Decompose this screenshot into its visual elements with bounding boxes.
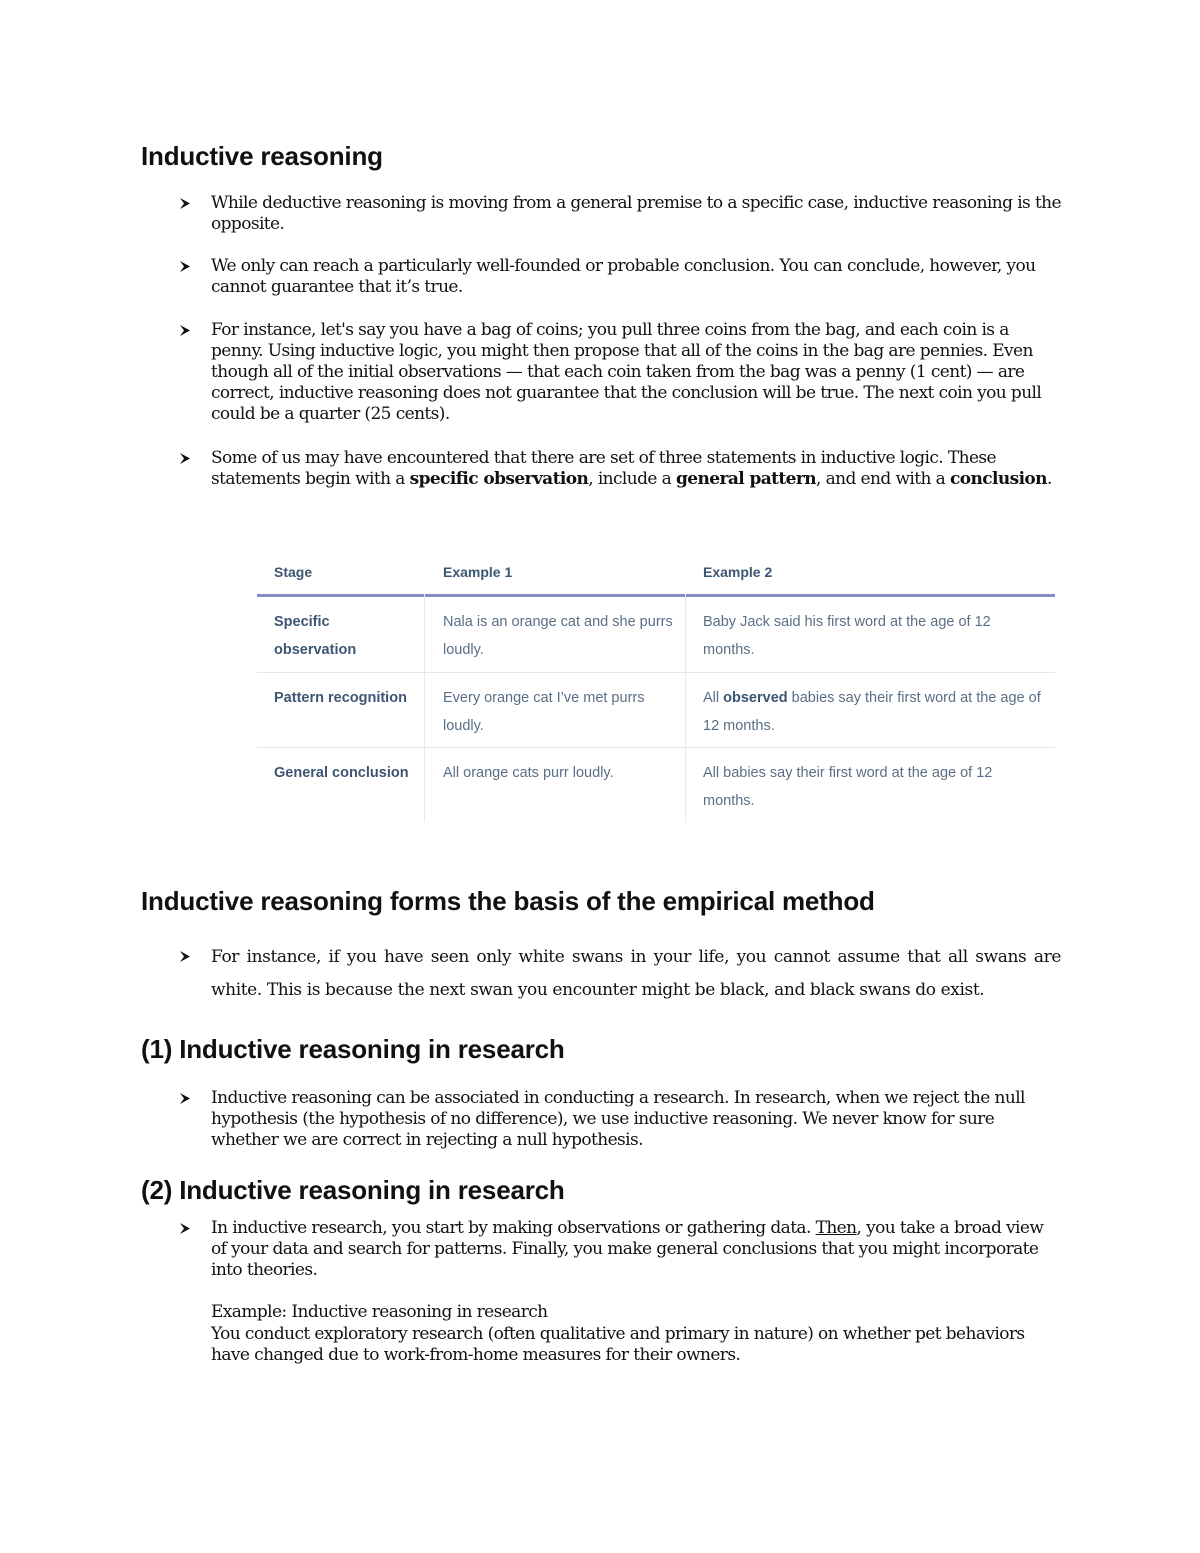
bullet-text-part: . (1046, 469, 1052, 489)
bold-term: specific observation (409, 469, 589, 489)
arrowhead-bullet-icon (178, 1088, 194, 1109)
underlined-word: Then (815, 1218, 857, 1238)
arrowhead-bullet-icon (178, 320, 194, 341)
example-2-cell: All observed babies say their first word at the age of 12 months. (703, 690, 1041, 734)
section-heading-empirical-method: Inductive reasoning forms the basis of the empirical method (141, 886, 875, 916)
table-header-row (257, 552, 1055, 597)
example-2-cell: Baby Jack said his first word at the age of 12 months. (703, 614, 991, 658)
list-item (211, 1218, 1061, 1281)
bullet-text: For instance, if you have seen only white swans in your life, you cannot assume that all swans are white. This is because the next swan you encounter might be black, and black swans do exist. (211, 947, 1061, 1000)
stage-cell: Specific observation (274, 614, 357, 658)
bullet-text-part: , you take a broad view of your data and search for patterns. Finally, you make general conclusions that you might incorporate into theories. (211, 1218, 1044, 1280)
example-text: You conduct exploratory research (often qualitative and primary in nature) on whether pet behaviors have changed due to work-from-home measures for their owners. (211, 1324, 1025, 1365)
example-1-cell: All orange cats purr loudly. (443, 765, 614, 781)
section-heading-research-2: (2) Inductive reasoning in research (141, 1175, 565, 1205)
arrowhead-bullet-icon (178, 946, 194, 967)
arrowhead-bullet-icon (178, 193, 194, 214)
example-2-cell: All babies say their first word at the age of 12 months. (703, 765, 993, 809)
bullet-text-part: Some of us may have encountered that there are set of three statements in inductive logic. These statements begin with a (211, 448, 996, 489)
bullet-text-part: , and end with a (815, 469, 950, 489)
bold-term: general pattern (676, 469, 816, 489)
bullet-text-part: In inductive research, you start by making observations or gathering data. (211, 1218, 816, 1238)
column-header-stage: Stage (274, 564, 313, 580)
bullet-text-part: , include a (588, 469, 677, 489)
example-1-cell: Nala is an orange cat and she purrs loudly. (443, 614, 673, 658)
list-item (211, 941, 1061, 1007)
example-1-cell: Every orange cat I’ve met purrs loudly. (443, 690, 645, 734)
table-row (257, 597, 1055, 673)
table-row (257, 673, 1055, 748)
bullet-text: For instance, let's say you have a bag of coins; you pull three coins from the bag, and each coin is a penny. Using inductive logic, you might then propose that all of the coins in the bag are pennies. Even though all of the initial observations — that each coin taken from the bag was a penny (1 cent) — are correct, inductive reasoning does not guarantee that the conclusion will be true. The next coin you pull could be a quarter (25 cents). (211, 320, 1042, 424)
list-item (211, 1088, 1061, 1151)
section-heading-research-1: (1) Inductive reasoning in research (141, 1034, 565, 1064)
arrowhead-bullet-icon (178, 256, 194, 277)
section-heading-inductive-reasoning: Inductive reasoning (141, 141, 383, 171)
table-row (257, 748, 1055, 822)
arrowhead-bullet-icon (178, 448, 194, 469)
column-header-example-2: Example 2 (703, 564, 773, 580)
example-title: Example: Inductive reasoning in research (211, 1302, 548, 1322)
bullet-text: Inductive reasoning can be associated in conducting a research. In research, when we reject the null hypothesis (the hypothesis of no difference), we use inductive reasoning. We never know for sure whether we are correct in rejecting a null hypothesis. (211, 1088, 1025, 1150)
column-divider (424, 594, 425, 822)
stage-cell: Pattern recognition (274, 690, 407, 706)
column-header-example-1: Example 1 (443, 564, 513, 580)
list-item (211, 320, 1061, 425)
list-item (211, 448, 1061, 490)
column-divider (685, 594, 686, 822)
stages-table (257, 552, 1055, 822)
bullet-text: We only can reach a particularly well-founded or probable conclusion. You can conclude, however, you cannot guarantee that it’s true. (211, 256, 1036, 297)
arrowhead-bullet-icon (178, 1218, 194, 1239)
list-item (211, 256, 1061, 298)
bullet-text: While deductive reasoning is moving from a general premise to a specific case, inductive reasoning is the opposite. (211, 193, 1061, 234)
stage-cell: General conclusion (274, 765, 409, 781)
bold-term: conclusion (949, 469, 1047, 489)
list-item (211, 193, 1061, 235)
